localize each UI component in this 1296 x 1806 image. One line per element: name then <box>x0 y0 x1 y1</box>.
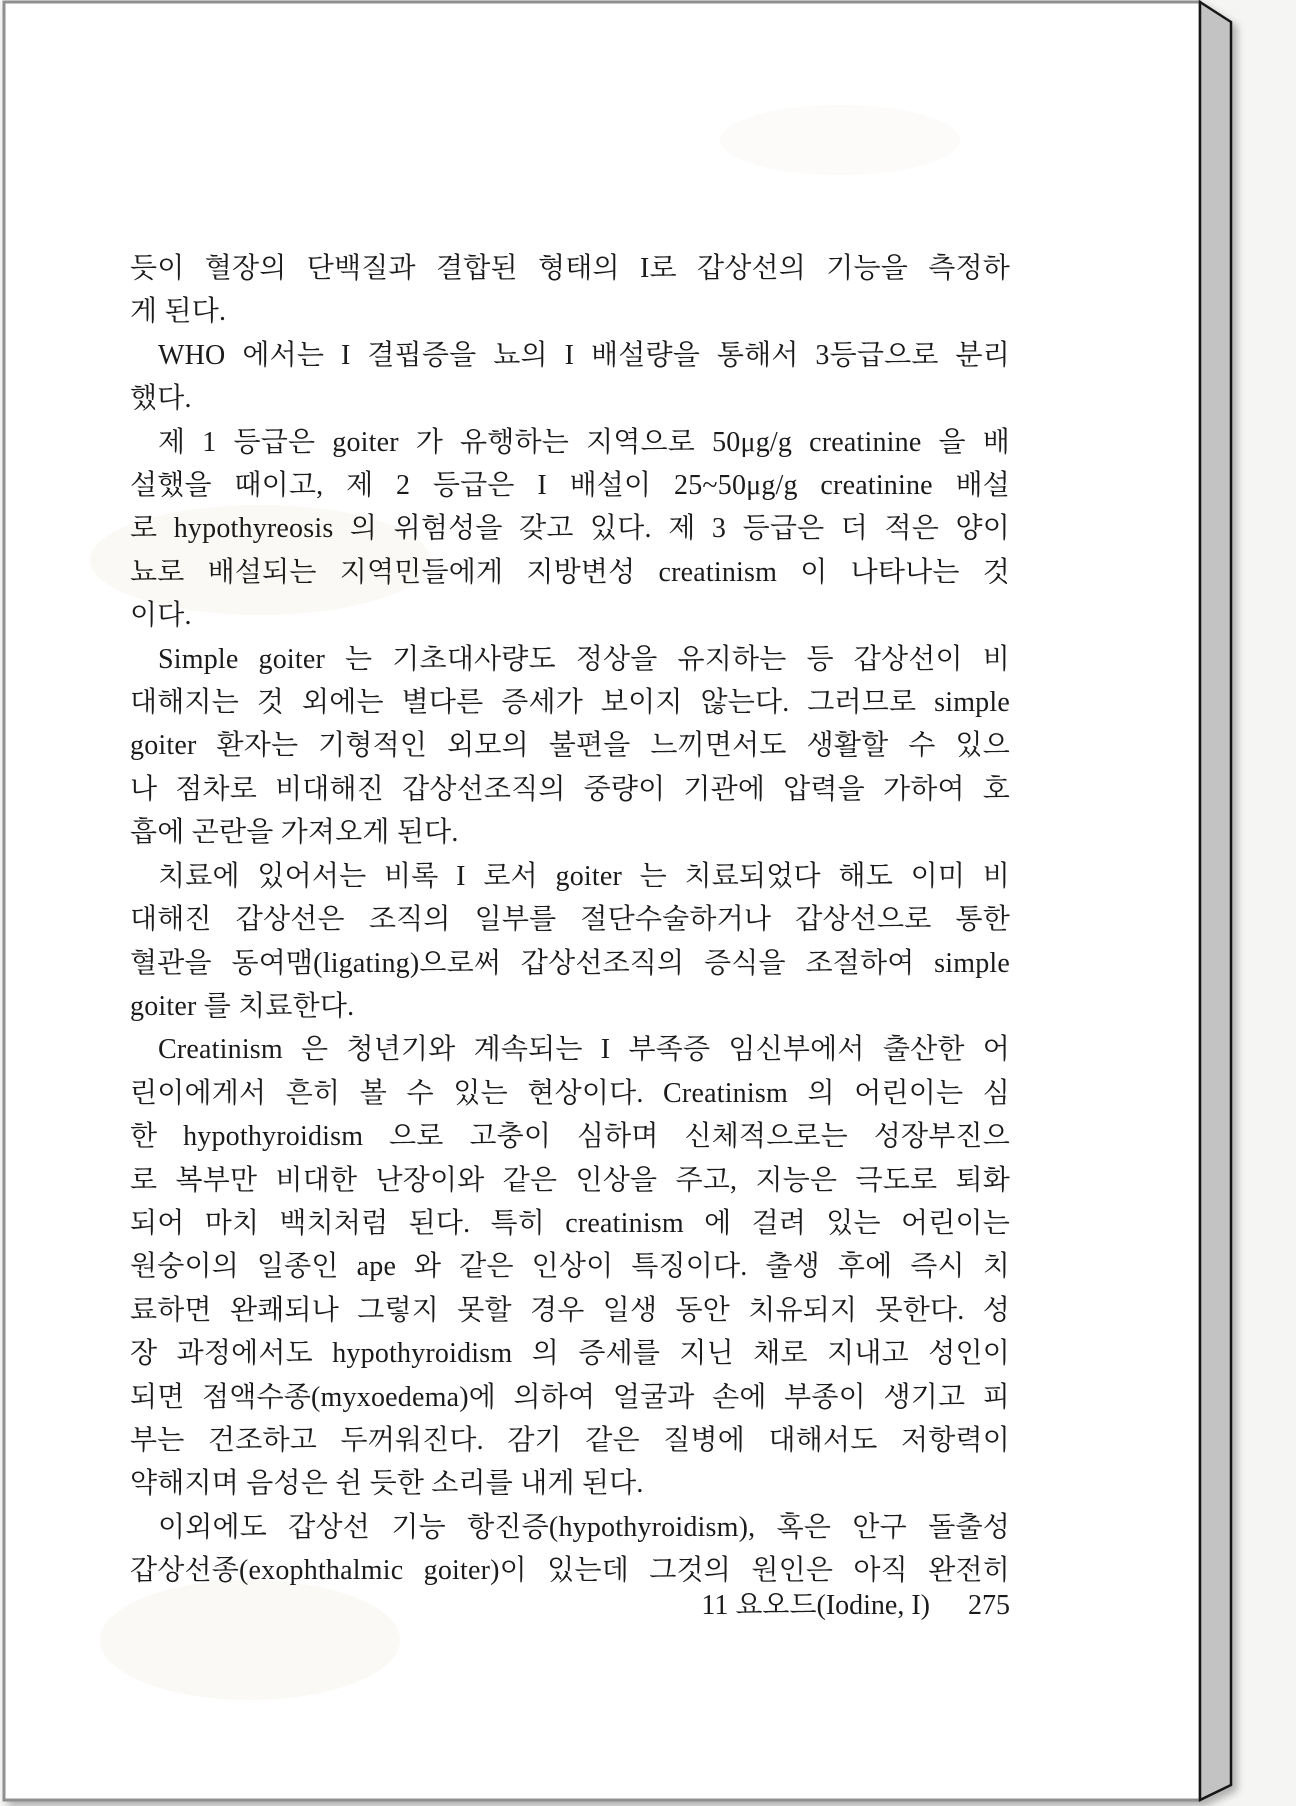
text-line: 게 된다. <box>130 296 227 328</box>
text-line: 로 복부만 비대한 난장이와 같은 인상을 주고, 지능은 극도로 퇴화 <box>130 1164 1010 1196</box>
text-line: 한 hypothyroidism 으로 고충이 심하며 신체적으로는 성장부진으 <box>130 1121 1010 1153</box>
page-edge-shape <box>1200 2 1231 1800</box>
text-line: 했다. <box>130 383 192 415</box>
text-line: 제 1 등급은 goiter 가 유행하는 지역으로 50μg/g creatinine 을 배 <box>158 426 1010 458</box>
text-line: 부는 건조하고 두꺼워진다. 감기 같은 질병에 대해서도 저항력이 <box>130 1424 1010 1456</box>
text-line: WHO 에서는 I 결핍증을 뇨의 I 배설량을 통해서 3등급으로 분리 <box>158 339 1010 371</box>
text-line: 되면 점액수종(myxoedema)에 의하여 얼굴과 손에 부종이 생기고 피 <box>130 1381 1010 1413</box>
text-line: 대해지는 것 외에는 별다른 증세가 보이지 않는다. 그러므로 simple <box>130 687 1010 719</box>
text-line: 듯이 혈장의 단백질과 결합된 형태의 I로 갑상선의 기능을 측정하 <box>130 253 1010 284</box>
text-line: Simple goiter 는 기초대사량도 정상을 유지하는 등 갑상선이 비 <box>158 643 1010 675</box>
text-line: 뇨로 배설되는 지역민들에게 지방변성 creatinism 이 나타나는 것 <box>130 556 1010 588</box>
text-line: 장 과정에서도 hypothyroidism 의 증세를 지닌 채로 지내고 성인이 <box>130 1338 1010 1370</box>
scan-blotch <box>720 105 960 175</box>
page-number: 275 <box>968 1590 1010 1621</box>
text-line: Creatinism 은 청년기와 계속되는 I 부족증 임신부에서 출산한 어 <box>158 1034 1010 1066</box>
running-chapter-title: 11 요오드(Iodine, I) <box>701 1590 930 1621</box>
text-line: 료하면 완쾌되나 그렇지 못할 경우 일생 동안 치유되지 못한다. 성 <box>130 1294 1010 1326</box>
text-line: 이외에도 갑상선 기능 항진증(hypothyroidism), 혹은 안구 돌출성 <box>158 1511 1010 1543</box>
text-line: 린이에게서 흔히 볼 수 있는 현상이다. Creatinism 의 어린이는 심 <box>130 1077 1010 1109</box>
text-line: 이다. <box>130 600 192 632</box>
page-footer <box>130 1584 1010 1627</box>
text-line: goiter 를 치료한다. <box>130 990 355 1022</box>
text-line: 약해지며 음성은 쉰 듯한 소리를 내게 된다. <box>130 1468 644 1500</box>
text-line: 갑상선종(exophthalmic goiter)이 있는데 그것의 원인은 아직 완전히 <box>130 1555 1010 1587</box>
text-line: 되어 마치 백치처럼 된다. 특히 creatinism 에 걸려 있는 어린이는 <box>130 1207 1010 1239</box>
text-line: 원숭이의 일종인 ape 와 같은 인상이 특징이다. 출생 후에 즉시 치 <box>130 1251 1010 1283</box>
text-line: 설했을 때이고, 제 2 등급은 I 배설이 25~50μg/g creatinine 배설 <box>130 470 1010 502</box>
text-line: 대해진 갑상선은 조직의 일부를 절단수술하거나 갑상선으로 통한 <box>130 904 1010 936</box>
text-line: goiter 환자는 기형적인 외모의 불편을 느끼면서도 생활할 수 있으 <box>130 730 1010 762</box>
text-line: 로 hypothyreosis 의 위험성을 갖고 있다. 제 3 등급은 더 적은 양이 <box>130 513 1010 545</box>
text-line: 혈관을 동여맴(ligating)으로써 갑상선조직의 증식을 조절하여 simple <box>130 947 1010 979</box>
text-line: 치료에 있어서는 비록 I 로서 goiter 는 치료되었다 해도 이미 비 <box>158 860 1010 892</box>
text-line: 나 점차로 비대해진 갑상선조직의 중량이 기관에 압력을 가하여 호 <box>130 773 1010 805</box>
text-line: 흡에 곤란을 가져오게 된다. <box>130 817 459 849</box>
page-body-text <box>130 247 1010 1593</box>
